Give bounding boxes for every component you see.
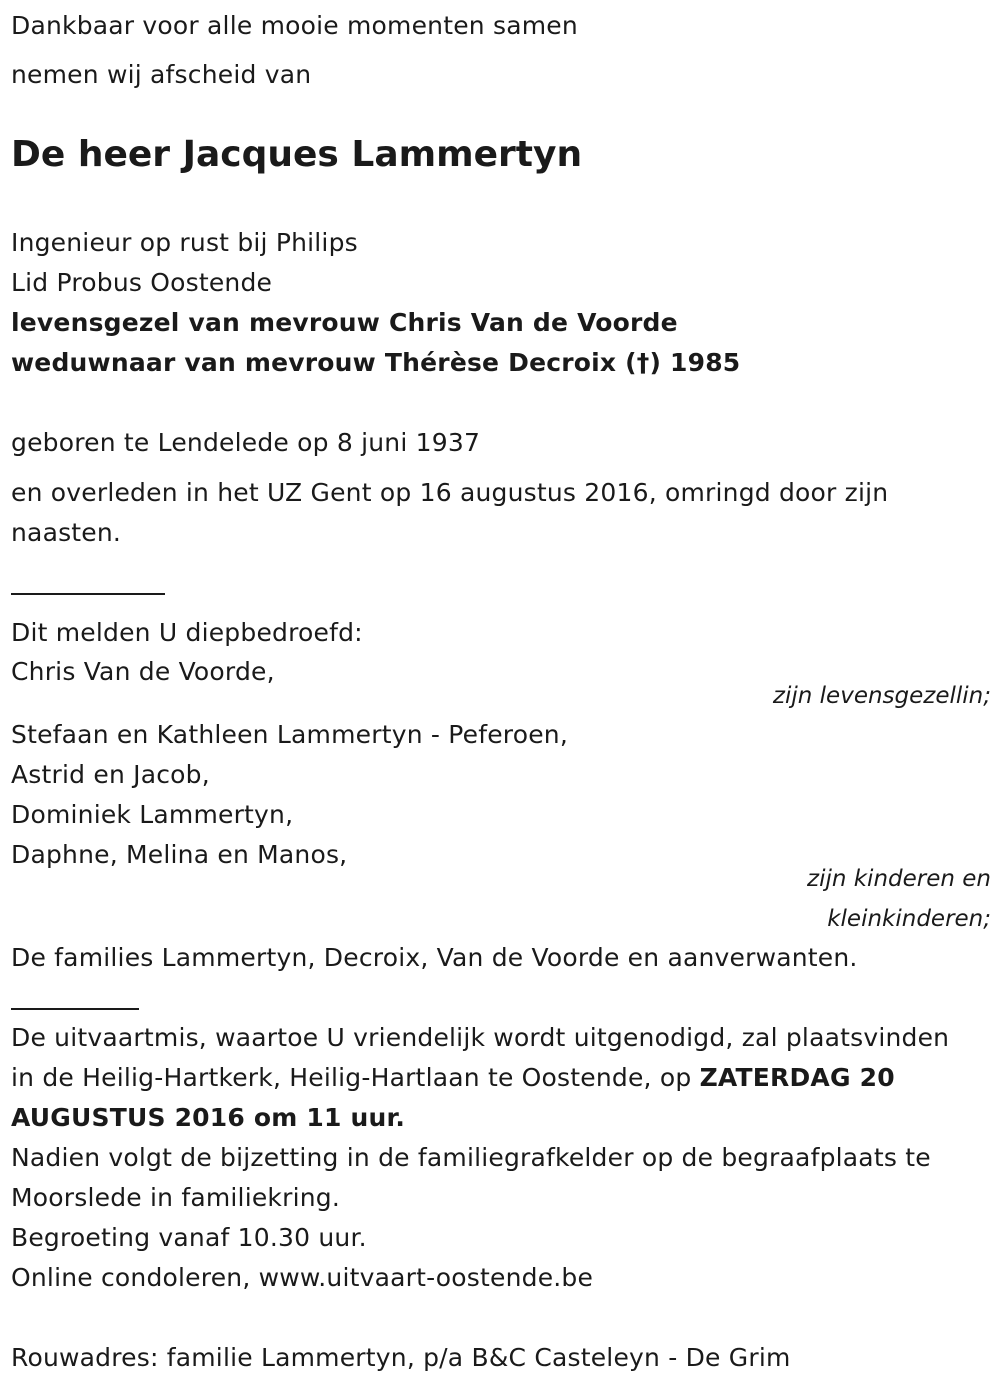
children-role-1: zijn kinderen en — [807, 866, 991, 892]
burial-line-2: Moorslede in familiekring. — [11, 1183, 340, 1212]
greeting-line: Begroeting vanaf 10.30 uur. — [11, 1223, 367, 1252]
funeral-date-part-1: ZATERDAG 20 — [699, 1063, 895, 1092]
deceased-name: De heer Jacques Lammertyn — [11, 134, 583, 175]
intro-line-2: nemen wij afscheid van — [11, 60, 312, 89]
death-line-2: naasten. — [11, 518, 122, 547]
child-line: Dominiek Lammertyn, — [11, 800, 294, 829]
partner-role: zijn levensgezellin; — [772, 683, 991, 709]
membership-line: Lid Probus Oostende — [11, 268, 273, 297]
separator-line — [11, 593, 165, 595]
funeral-line-1: De uitvaartmis, waartoe U vriendelijk wordt uitgenodigd, zal plaatsvinden — [11, 1023, 950, 1052]
child-line: Stefaan en Kathleen Lammertyn - Peferoen, — [11, 720, 568, 749]
partner-line: levensgezel van mevrouw Chris Van de Voorde — [11, 308, 678, 337]
separator-line — [11, 1008, 139, 1010]
funeral-date-part-2: AUGUSTUS 2016 om 11 uur. — [11, 1103, 406, 1132]
child-line: Astrid en Jacob, — [11, 760, 210, 789]
profession-line: Ingenieur op rust bij Philips — [11, 228, 358, 257]
intro-line-1: Dankbaar voor alle mooie momenten samen — [11, 11, 578, 40]
funeral-line-2 — [11, 1058, 895, 1098]
widower-line: weduwnaar van mevrouw Thérèse Decroix (†) 1985 — [11, 348, 741, 377]
birth-line: geboren te Lendelede op 8 juni 1937 — [11, 428, 481, 457]
death-line-1: en overleden in het UZ Gent op 16 augustus 2016, omringd door zijn — [11, 478, 889, 507]
burial-line-1: Nadien volgt de bijzetting in de familiegrafkelder op de begraafplaats te — [11, 1143, 931, 1172]
funeral-location: in de Heilig-Hartkerk, Heilig-Hartlaan te Oostende, op — [11, 1063, 700, 1092]
children-role-2: kleinkinderen; — [827, 906, 991, 932]
online-condolence-line: Online condoleren, www.uitvaart-oostende.be — [11, 1263, 594, 1292]
child-line: Daphne, Melina en Manos, — [11, 840, 348, 869]
mourning-address: Rouwadres: familie Lammertyn, p/a B&C Casteleyn - De Grim — [11, 1343, 791, 1372]
announcement-heading: Dit melden U diepbedroefd: — [11, 618, 363, 647]
partner-name: Chris Van de Voorde, — [11, 657, 275, 686]
families-line: De families Lammertyn, Decroix, Van de Voorde en aanverwanten. — [11, 943, 858, 972]
